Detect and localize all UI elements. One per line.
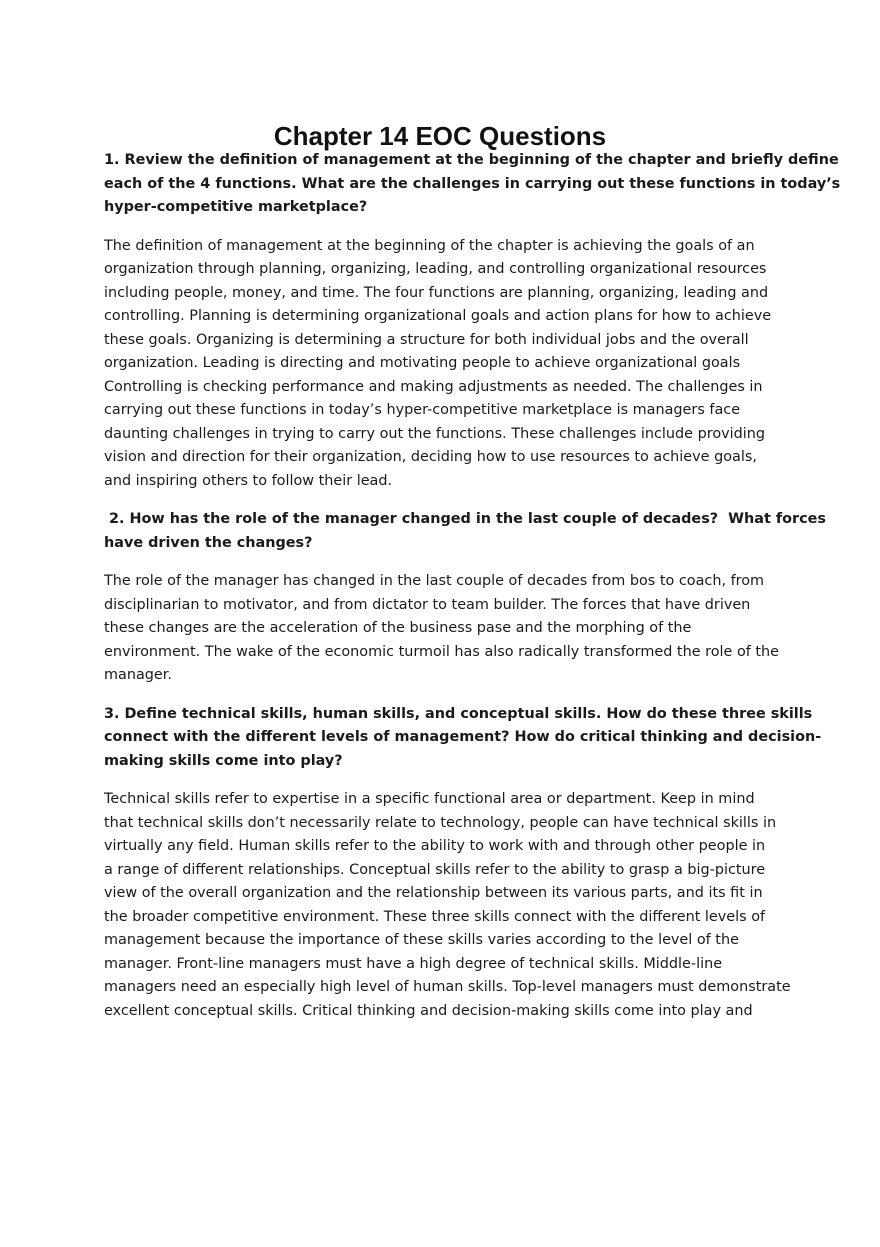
answer-line: managers need an especially high level of human skills. Top-level managers must demonstrate: [104, 979, 791, 995]
answer-line: management because the importance of these skills varies according to the level of the: [104, 932, 739, 948]
answer-line: disciplinarian to motivator, and from dictator to team builder. The forces that have driven: [104, 596, 751, 613]
question-line: each of the 4 functions. What are the challenges in carrying out these functions in today’s: [104, 175, 841, 192]
question-line: hyper-competitive marketplace?: [104, 199, 368, 215]
document-body: [104, 149, 841, 1038]
answer-line: including people, money, and time. The four functions are planning, organizing, leading and: [104, 284, 769, 301]
page-title: Chapter 14 EOC Questions: [273, 121, 607, 151]
answer-line: a range of different relationships. Conceptual skills refer to the ability to grasp a big-picture: [104, 861, 766, 878]
answer-2: [104, 570, 784, 688]
answer-line: the broader competitive environment. These three skills connect with the different levels of: [104, 908, 766, 925]
question-1: [104, 149, 841, 220]
answer-line: these goals. Organizing is determining a structure for both individual jobs and the overall: [104, 331, 749, 348]
answer-line: carrying out these functions in today’s hyper-competitive marketplace is managers face: [104, 402, 741, 418]
answer-line: excellent conceptual skills. Critical thinking and decision-making skills come into play and: [104, 1002, 753, 1019]
answer-1: [104, 235, 784, 494]
answer-line: daunting challenges in trying to carry out the functions. These challenges include providing: [104, 425, 766, 442]
question-line: 2. How has the role of the manager changed in the last couple of decades? What forces: [104, 511, 826, 527]
answer-line: virtually any field. Human skills refer to the ability to work with and through other people in: [104, 838, 766, 854]
question-line: 3. Define technical skills, human skills, and conceptual skills. How do these three skills: [104, 705, 813, 722]
question-3: [104, 703, 822, 774]
answer-line: organization through planning, organizing, leading, and controlling organizational resources: [104, 261, 767, 277]
answer-line: vision and direction for their organization, deciding how to use resources to achieve goals,: [104, 449, 757, 465]
answer-line: The definition of management at the beginning of the chapter is achieving the goals of an: [104, 237, 755, 254]
answer-line: environment. The wake of the economic turmoil has also radically transformed the role of the: [104, 643, 780, 660]
question-2: [104, 508, 826, 555]
answer-line: The role of the manager has changed in the last couple of decades from bos to coach, from: [104, 573, 765, 589]
answer-line: these changes are the acceleration of the business pase and the morphing of the: [104, 620, 692, 636]
answer-3: [104, 788, 791, 1023]
answer-line: manager.: [104, 667, 172, 683]
answer-line: organization. Leading is directing and motivating people to achieve organizational goals: [104, 355, 741, 371]
question-line: have driven the changes?: [104, 534, 313, 551]
answer-line: controlling. Planning is determining organizational goals and action plans for how to achieve: [104, 308, 772, 324]
answer-line: and inspiring others to follow their lead.: [104, 472, 393, 489]
question-line: connect with the different levels of management? How do critical thinking and decision-: [104, 729, 822, 745]
answer-line: view of the overall organization and the relationship between its various parts, and its fit in: [104, 885, 763, 901]
question-line: making skills come into play?: [104, 752, 343, 769]
answer-line: that technical skills don’t necessarily relate to technology, people can have technical skills in: [104, 814, 777, 831]
answer-line: Controlling is checking performance and making adjustments as needed. The challenges in: [104, 378, 763, 395]
answer-line: Technical skills refer to expertise in a specific functional area or department. Keep in mind: [104, 791, 755, 807]
answer-line: manager. Front-line managers must have a high degree of technical skills. Middle-line: [104, 955, 723, 972]
question-line: 1. Review the definition of management at the beginning of the chapter and briefly define: [104, 152, 839, 168]
